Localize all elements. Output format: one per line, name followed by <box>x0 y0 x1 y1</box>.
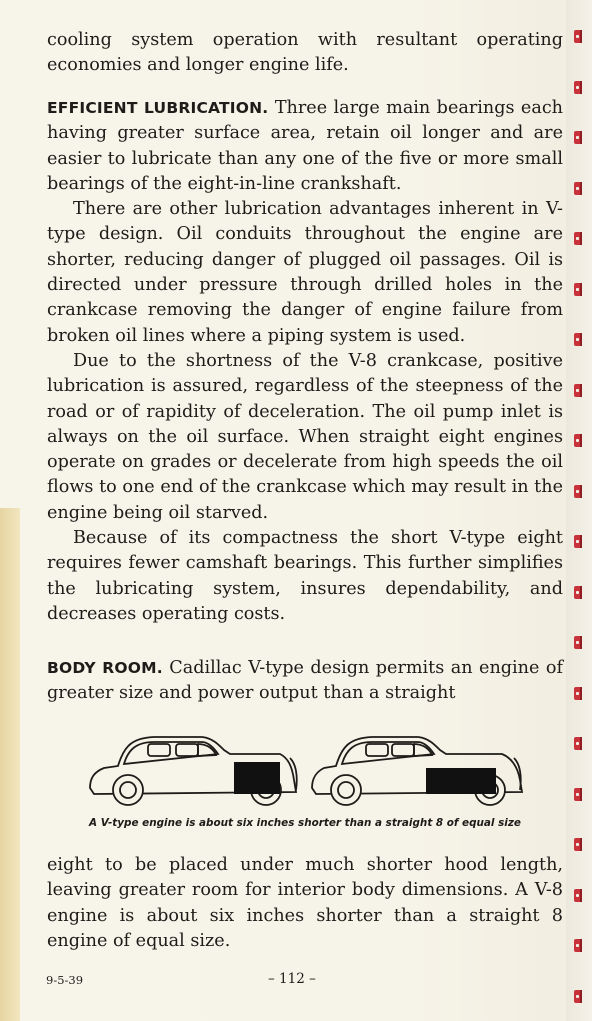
section-heading: EFFICIENT LUBRICATION. <box>47 99 269 117</box>
binding-ring <box>574 788 582 801</box>
continuation-text <box>47 853 563 954</box>
intro-text <box>47 28 563 79</box>
binding-ring <box>574 30 582 43</box>
binding-ring <box>574 131 582 144</box>
binding-ring <box>574 687 582 700</box>
binding-ring <box>574 535 582 548</box>
body-paragraph: There are other lubrication advantages inherent in V-type design. Oil conduits throughout the engine are shorter, reducing danger of plugged oil passages. Oil is directed under pressure through drilled holes in the crankcase removing the danger of engine failure from broken oil lines where a piping system is used. <box>47 199 563 346</box>
body-paragraph: eight to be placed under much shorter hood length, leaving greater room for interior body dimensions. A V-8 engine is about six inches shorter than a straight 8 engine of equal size. <box>47 855 563 951</box>
section-paragraph <box>47 656 563 707</box>
section-lead-text: Cadillac V-type design permits an engine of greater size and power output than a straight <box>47 658 563 704</box>
binding-ring <box>574 283 582 296</box>
binding-ring <box>574 81 582 94</box>
binding-ring <box>574 485 582 498</box>
binding-ring <box>574 636 582 649</box>
binding-ring <box>574 586 582 599</box>
footer-date: 9-5-39 <box>46 973 84 987</box>
illustration-caption: A V-type engine is about six inches shorter than a straight 8 of equal size <box>89 817 521 829</box>
v8-engine-block <box>234 762 280 794</box>
body-paragraph: Due to the shortness of the V-8 crankcase, positive lubrication is assured, regardless of the steepness of the road or of rapidity of deceleration. The oil pump inlet is always on the oil surface. When straight eight engines operate on grades or decelerate from high speeds the oil flows to one end of the crankcase which may result in the engine being oil starved. <box>47 350 563 523</box>
page-number: – 112 – <box>268 971 316 987</box>
paragraph-continued: cooling system operation with resultant operating economies and longer engine life. <box>47 30 563 76</box>
straight8-engine-block <box>426 768 496 794</box>
binding-ring <box>574 889 582 902</box>
body-paragraph: Because of its compactness the short V-type eight requires fewer camshaft bearings. This further simplifies the lubricating system, insures dependability, and decreases operating costs. <box>47 528 563 624</box>
page-edge-tab <box>0 508 20 1021</box>
section-lead-text: Three large main bearings each having greater surface area, retain oil longer and are easier to lubricate than any one of the five or more small bearings of the eight-in-line crankshaft. <box>47 98 563 194</box>
binding-ring <box>574 333 582 346</box>
binding-ring <box>574 384 582 397</box>
binding-ring <box>574 434 582 447</box>
binding-ring <box>574 939 582 952</box>
section-efficient-lubrication <box>47 96 563 627</box>
binding-ring <box>574 232 582 245</box>
section-heading: BODY ROOM. <box>47 659 163 677</box>
spiral-binding <box>566 0 592 1021</box>
section-body-room <box>47 656 563 707</box>
binding-ring <box>574 182 582 195</box>
binding-ring <box>574 990 582 1003</box>
car-comparison-illustration <box>84 728 530 812</box>
binding-ring <box>574 737 582 750</box>
section-paragraph <box>47 96 563 197</box>
binding-ring <box>574 838 582 851</box>
